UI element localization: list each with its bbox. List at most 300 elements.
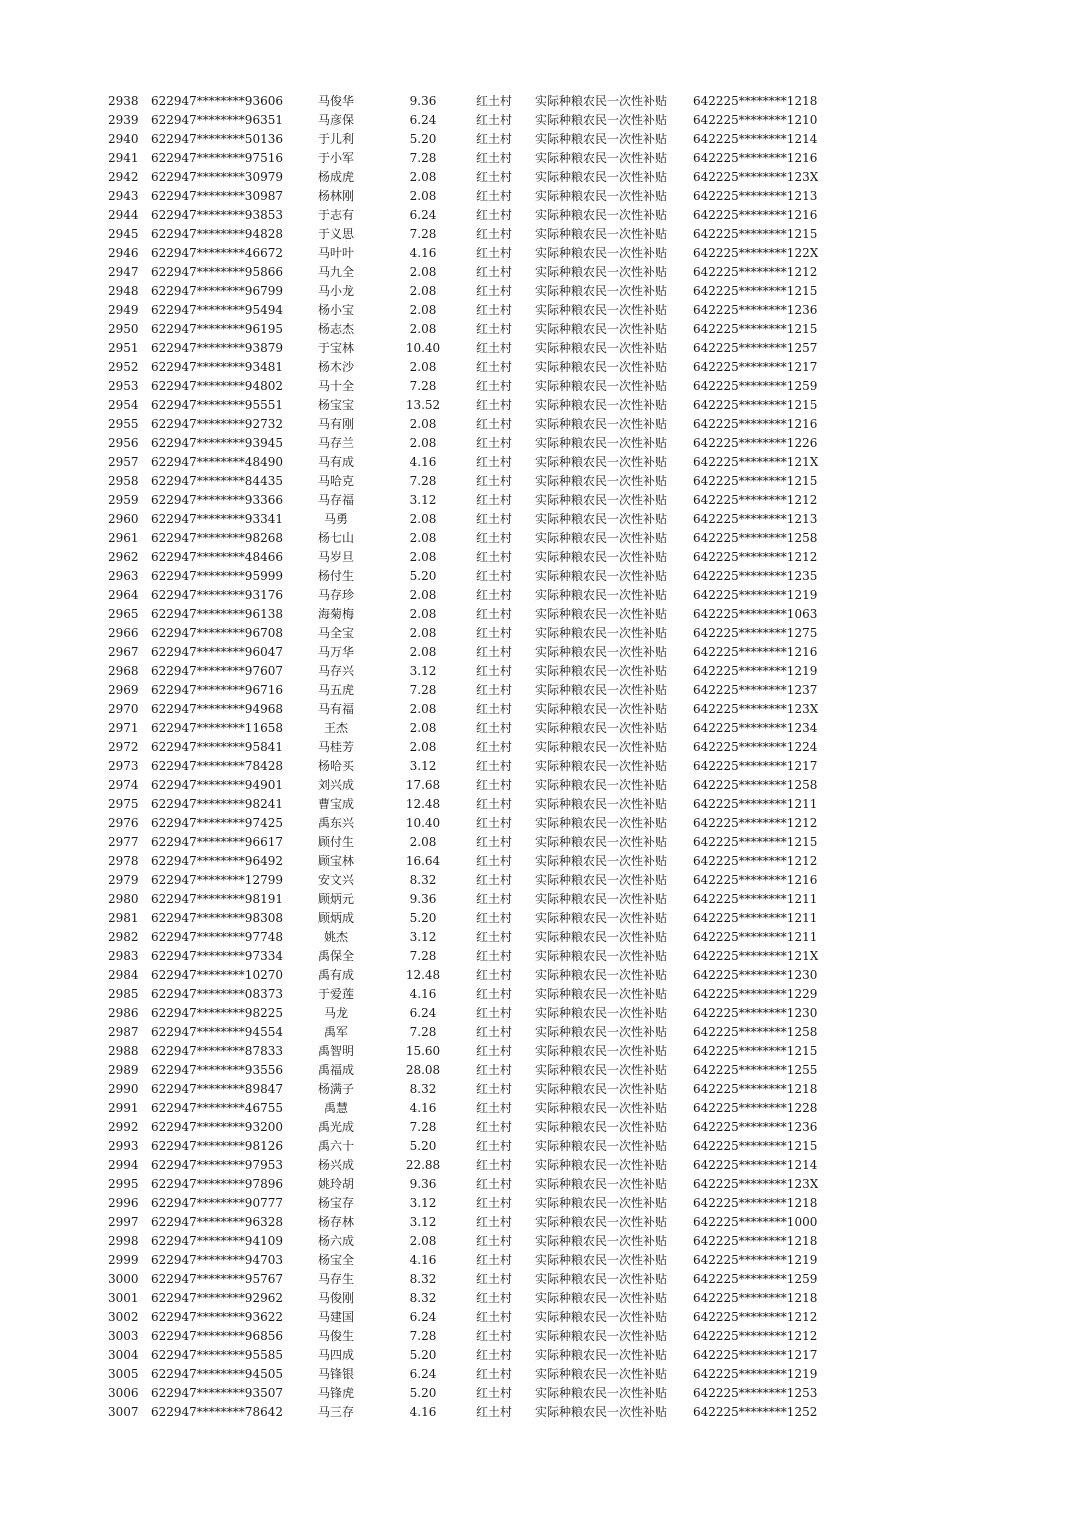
table-row: [0, 1232, 1074, 1251]
id-card-number: 642225********1218: [693, 1291, 818, 1305]
farmer-name: 于志有: [317, 208, 354, 222]
table-row: [0, 1156, 1074, 1175]
table-row: [0, 244, 1074, 263]
row-number: 3001: [108, 1291, 139, 1305]
subsidy-amount: 3.12: [409, 759, 437, 773]
subsidy-type: 实际种粮农民一次性补贴: [535, 854, 668, 868]
subsidy-amount: 7.28: [409, 1025, 437, 1039]
table-row: [0, 510, 1074, 529]
village-name: 红土村: [476, 987, 513, 1001]
subsidy-type: 实际种粮农民一次性补贴: [535, 683, 668, 697]
bank-card-number: 622947********94802: [151, 379, 283, 393]
id-card-number: 642225********1234: [693, 721, 818, 735]
row-number: 2988: [108, 1044, 139, 1058]
subsidy-type: 实际种粮农民一次性补贴: [535, 1291, 668, 1305]
village-name: 红土村: [476, 1139, 513, 1153]
bank-card-number: 622947********84435: [151, 474, 283, 488]
subsidy-type: 实际种粮农民一次性补贴: [535, 1158, 668, 1172]
bank-card-number: 622947********95585: [151, 1348, 283, 1362]
id-card-number: 642225********1228: [693, 1101, 818, 1115]
row-number: 2946: [108, 246, 139, 260]
village-name: 红土村: [476, 740, 513, 754]
bank-card-number: 622947********96195: [151, 322, 283, 336]
subsidy-amount: 7.28: [409, 1329, 437, 1343]
bank-card-number: 622947********93481: [151, 360, 283, 374]
table-row: [0, 795, 1074, 814]
village-name: 红土村: [476, 683, 513, 697]
id-card-number: 642225********1211: [693, 892, 818, 906]
subsidy-type: 实际种粮农民一次性补贴: [535, 626, 668, 640]
village-name: 红土村: [476, 816, 513, 830]
village-name: 红土村: [476, 1310, 513, 1324]
subsidy-type: 实际种粮农民一次性补贴: [535, 949, 668, 963]
bank-card-number: 622947********30987: [151, 189, 283, 203]
subsidy-amount: 7.28: [409, 1120, 437, 1134]
subsidy-amount: 2.08: [409, 835, 437, 849]
row-number: 2956: [108, 436, 139, 450]
subsidy-type: 实际种粮农民一次性补贴: [535, 1063, 668, 1077]
subsidy-type: 实际种粮农民一次性补贴: [535, 759, 668, 773]
bank-card-number: 622947********97953: [151, 1158, 283, 1172]
table-row: [0, 168, 1074, 187]
row-number: 3004: [108, 1348, 139, 1362]
subsidy-type: 实际种粮农民一次性补贴: [535, 227, 668, 241]
village-name: 红土村: [476, 151, 513, 165]
farmer-name: 姚杰: [323, 930, 348, 944]
village-name: 红土村: [476, 873, 513, 887]
farmer-name: 于宝林: [317, 341, 354, 355]
bank-card-number: 622947********92732: [151, 417, 283, 431]
subsidy-type: 实际种粮农民一次性补贴: [535, 1386, 668, 1400]
id-card-number: 642225********1258: [693, 778, 818, 792]
id-card-number: 642225********1235: [693, 569, 818, 583]
village-name: 红土村: [476, 436, 513, 450]
subsidy-amount: 8.32: [409, 1082, 437, 1096]
table-row: [0, 548, 1074, 567]
id-card-number: 642225********1237: [693, 683, 818, 697]
row-number: 3003: [108, 1329, 139, 1343]
row-number: 2947: [108, 265, 139, 279]
row-number: 2991: [108, 1101, 139, 1115]
farmer-name: 马彦保: [317, 113, 354, 127]
id-card-number: 642225********1218: [693, 1196, 818, 1210]
village-name: 红土村: [476, 94, 513, 108]
row-number: 2970: [108, 702, 139, 716]
farmer-name: 马五虎: [317, 683, 354, 697]
table-row: [0, 149, 1074, 168]
subsidy-amount: 2.08: [409, 702, 437, 716]
bank-card-number: 622947********95551: [151, 398, 283, 412]
bank-card-number: 622947********97748: [151, 930, 283, 944]
farmer-name: 马有成: [317, 455, 354, 469]
id-card-number: 642225********1253: [693, 1386, 818, 1400]
row-number: 2975: [108, 797, 139, 811]
subsidy-amount: 2.08: [409, 550, 437, 564]
farmer-name: 杨兴成: [317, 1158, 354, 1172]
bank-card-number: 622947********50136: [151, 132, 283, 146]
table-row: [0, 871, 1074, 890]
table-row: [0, 1099, 1074, 1118]
farmer-name: 马岁旦: [317, 550, 354, 564]
farmer-name: 杨宝全: [317, 1253, 354, 1267]
subsidy-type: 实际种粮农民一次性补贴: [535, 208, 668, 222]
farmer-name: 禹福成: [317, 1063, 354, 1077]
subsidy-amount: 4.16: [409, 455, 437, 469]
subsidy-amount: 2.08: [409, 303, 437, 317]
row-number: 2993: [108, 1139, 139, 1153]
row-number: 3005: [108, 1367, 139, 1381]
subsidy-type: 实际种粮农民一次性补贴: [535, 455, 668, 469]
id-card-number: 642225********1218: [693, 1082, 818, 1096]
row-number: 2972: [108, 740, 139, 754]
bank-card-number: 622947********93853: [151, 208, 283, 222]
row-number: 2998: [108, 1234, 139, 1248]
id-card-number: 642225********1212: [693, 493, 818, 507]
subsidy-amount: 15.60: [405, 1044, 441, 1058]
village-name: 红土村: [476, 664, 513, 678]
id-card-number: 642225********1217: [693, 360, 818, 374]
subsidy-type: 实际种粮农民一次性补贴: [535, 550, 668, 564]
village-name: 红土村: [476, 892, 513, 906]
table-row: [0, 700, 1074, 719]
subsidy-type: 实际种粮农民一次性补贴: [535, 1139, 668, 1153]
subsidy-amount: 5.20: [409, 569, 437, 583]
farmer-name: 禹保全: [317, 949, 354, 963]
farmer-name: 马龙: [323, 1006, 348, 1020]
table-row: [0, 1346, 1074, 1365]
id-card-number: 642225********1000: [693, 1215, 818, 1229]
bank-card-number: 622947********11658: [151, 721, 283, 735]
bank-card-number: 622947********96617: [151, 835, 283, 849]
id-card-number: 642225********121X: [693, 949, 819, 963]
id-card-number: 642225********1255: [693, 1063, 818, 1077]
subsidy-amount: 4.16: [409, 1253, 437, 1267]
row-number: 2938: [108, 94, 139, 108]
subsidy-amount: 28.08: [405, 1063, 441, 1077]
subsidy-amount: 6.24: [409, 208, 437, 222]
village-name: 红土村: [476, 398, 513, 412]
village-name: 红土村: [476, 949, 513, 963]
row-number: 2995: [108, 1177, 139, 1191]
bank-card-number: 622947********96351: [151, 113, 283, 127]
table-row: [0, 1023, 1074, 1042]
subsidy-type: 实际种粮农民一次性补贴: [535, 1044, 668, 1058]
table-row: [0, 339, 1074, 358]
subsidy-table: [0, 92, 1074, 1422]
farmer-name: 杨宝宝: [317, 398, 354, 412]
bank-card-number: 622947********95999: [151, 569, 283, 583]
table-row: [0, 776, 1074, 795]
bank-card-number: 622947********96708: [151, 626, 283, 640]
farmer-name: 马存珍: [317, 588, 354, 602]
id-card-number: 642225********1230: [693, 1006, 818, 1020]
farmer-name: 马存兰: [317, 436, 354, 450]
row-number: 2944: [108, 208, 139, 222]
bank-card-number: 622947********94901: [151, 778, 283, 792]
subsidy-amount: 5.20: [409, 1348, 437, 1362]
bank-card-number: 622947********93556: [151, 1063, 283, 1077]
subsidy-type: 实际种粮农民一次性补贴: [535, 1253, 668, 1267]
id-card-number: 642225********1211: [693, 911, 818, 925]
subsidy-type: 实际种粮农民一次性补贴: [535, 1329, 668, 1343]
farmer-name: 杨成虎: [317, 170, 354, 184]
table-row: [0, 187, 1074, 206]
village-name: 红土村: [476, 303, 513, 317]
row-number: 2968: [108, 664, 139, 678]
row-number: 2990: [108, 1082, 139, 1096]
subsidy-type: 实际种粮农民一次性补贴: [535, 1405, 668, 1419]
table-row: [0, 1384, 1074, 1403]
bank-card-number: 622947********95866: [151, 265, 283, 279]
subsidy-type: 实际种粮农民一次性补贴: [535, 1025, 668, 1039]
subsidy-type: 实际种粮农民一次性补贴: [535, 151, 668, 165]
row-number: 2987: [108, 1025, 139, 1039]
id-card-number: 642225********1219: [693, 1367, 818, 1381]
subsidy-type: 实际种粮农民一次性补贴: [535, 1348, 668, 1362]
farmer-name: 马锋虎: [317, 1386, 354, 1400]
id-card-number: 642225********1216: [693, 417, 818, 431]
village-name: 红土村: [476, 132, 513, 146]
id-card-number: 642225********1224: [693, 740, 818, 754]
village-name: 红土村: [476, 588, 513, 602]
id-card-number: 642225********1213: [693, 189, 818, 203]
bank-card-number: 622947********93879: [151, 341, 283, 355]
id-card-number: 642225********1210: [693, 113, 818, 127]
bank-card-number: 622947********94703: [151, 1253, 283, 1267]
subsidy-type: 实际种粮农民一次性补贴: [535, 911, 668, 925]
farmer-name: 马万华: [317, 645, 354, 659]
bank-card-number: 622947********95494: [151, 303, 283, 317]
row-number: 2994: [108, 1158, 139, 1172]
bank-card-number: 622947********98191: [151, 892, 283, 906]
row-number: 2985: [108, 987, 139, 1001]
village-name: 红土村: [476, 1386, 513, 1400]
row-number: 3000: [108, 1272, 139, 1286]
subsidy-amount: 3.12: [409, 930, 437, 944]
subsidy-type: 实际种粮农民一次性补贴: [535, 398, 668, 412]
subsidy-amount: 5.20: [409, 1386, 437, 1400]
id-card-number: 642225********1216: [693, 208, 818, 222]
farmer-name: 顾炳元: [317, 892, 354, 906]
farmer-name: 马全宝: [317, 626, 354, 640]
village-name: 红土村: [476, 721, 513, 735]
id-card-number: 642225********121X: [693, 455, 819, 469]
farmer-name: 马存兴: [317, 664, 354, 678]
subsidy-type: 实际种粮农民一次性补贴: [535, 1272, 668, 1286]
farmer-name: 曹宝成: [317, 797, 354, 811]
id-card-number: 642225********1211: [693, 797, 818, 811]
farmer-name: 禹军: [323, 1025, 348, 1039]
village-name: 红土村: [476, 1291, 513, 1305]
farmer-name: 马存生: [317, 1272, 354, 1286]
village-name: 红土村: [476, 493, 513, 507]
bank-card-number: 622947********96799: [151, 284, 283, 298]
id-card-number: 642225********1215: [693, 227, 818, 241]
subsidy-type: 实际种粮农民一次性补贴: [535, 436, 668, 450]
row-number: 2977: [108, 835, 139, 849]
subsidy-type: 实际种粮农民一次性补贴: [535, 322, 668, 336]
subsidy-type: 实际种粮农民一次性补贴: [535, 569, 668, 583]
row-number: 2978: [108, 854, 139, 868]
subsidy-amount: 6.24: [409, 1006, 437, 1020]
farmer-name: 禹东兴: [317, 816, 354, 830]
village-name: 红土村: [476, 911, 513, 925]
subsidy-amount: 16.64: [405, 854, 441, 868]
subsidy-amount: 2.08: [409, 512, 437, 526]
bank-card-number: 622947********98268: [151, 531, 283, 545]
subsidy-amount: 3.12: [409, 493, 437, 507]
subsidy-type: 实际种粮农民一次性补贴: [535, 246, 668, 260]
village-name: 红土村: [476, 607, 513, 621]
subsidy-amount: 8.32: [409, 873, 437, 887]
table-row: [0, 206, 1074, 225]
village-name: 红土村: [476, 645, 513, 659]
table-row: [0, 1080, 1074, 1099]
id-card-number: 642225********1258: [693, 531, 818, 545]
table-row: [0, 453, 1074, 472]
village-name: 红土村: [476, 550, 513, 564]
village-name: 红土村: [476, 797, 513, 811]
row-number: 2945: [108, 227, 139, 241]
subsidy-amount: 2.08: [409, 436, 437, 450]
subsidy-amount: 17.68: [405, 778, 441, 792]
subsidy-type: 实际种粮农民一次性补贴: [535, 303, 668, 317]
id-card-number: 642225********123X: [693, 170, 819, 184]
table-row: [0, 1327, 1074, 1346]
subsidy-type: 实际种粮农民一次性补贴: [535, 132, 668, 146]
table-row: [0, 263, 1074, 282]
row-number: 2941: [108, 151, 139, 165]
bank-card-number: 622947********98308: [151, 911, 283, 925]
farmer-name: 杨木沙: [317, 360, 354, 374]
farmer-name: 于小军: [317, 151, 354, 165]
table-row: [0, 1194, 1074, 1213]
village-name: 红土村: [476, 1253, 513, 1267]
subsidy-type: 实际种粮农民一次性补贴: [535, 1215, 668, 1229]
farmer-name: 马小龙: [317, 284, 354, 298]
village-name: 红土村: [476, 1196, 513, 1210]
subsidy-type: 实际种粮农民一次性补贴: [535, 1120, 668, 1134]
subsidy-type: 实际种粮农民一次性补贴: [535, 1310, 668, 1324]
bank-card-number: 622947********93507: [151, 1386, 283, 1400]
table-row: [0, 966, 1074, 985]
bank-card-number: 622947********97334: [151, 949, 283, 963]
subsidy-type: 实际种粮农民一次性补贴: [535, 341, 668, 355]
table-row: [0, 567, 1074, 586]
table-row: [0, 1365, 1074, 1384]
table-row: [0, 928, 1074, 947]
subsidy-type: 实际种粮农民一次性补贴: [535, 170, 668, 184]
id-card-number: 642225********1212: [693, 1310, 818, 1324]
subsidy-amount: 7.28: [409, 379, 437, 393]
bank-card-number: 622947********95767: [151, 1272, 283, 1286]
row-number: 2984: [108, 968, 139, 982]
farmer-name: 马建国: [317, 1310, 354, 1324]
farmer-name: 杨哈买: [317, 759, 354, 773]
farmer-name: 姚玲胡: [317, 1177, 354, 1191]
bank-card-number: 622947********94828: [151, 227, 283, 241]
village-name: 红土村: [476, 531, 513, 545]
subsidy-type: 实际种粮农民一次性补贴: [535, 740, 668, 754]
subsidy-amount: 5.20: [409, 132, 437, 146]
bank-card-number: 622947********87833: [151, 1044, 283, 1058]
subsidy-amount: 7.28: [409, 151, 437, 165]
subsidy-amount: 12.48: [405, 968, 441, 982]
bank-card-number: 622947********78642: [151, 1405, 283, 1419]
subsidy-amount: 22.88: [405, 1158, 441, 1172]
row-number: 2960: [108, 512, 139, 526]
bank-card-number: 622947********98126: [151, 1139, 283, 1153]
bank-card-number: 622947********12799: [151, 873, 283, 887]
id-card-number: 642225********1259: [693, 1272, 818, 1286]
village-name: 红土村: [476, 474, 513, 488]
subsidy-amount: 12.48: [405, 797, 441, 811]
row-number: 2954: [108, 398, 139, 412]
id-card-number: 642225********1214: [693, 132, 818, 146]
table-row: [0, 1137, 1074, 1156]
id-card-number: 642225********1215: [693, 1139, 818, 1153]
village-name: 红土村: [476, 455, 513, 469]
subsidy-amount: 3.12: [409, 1196, 437, 1210]
id-card-number: 642225********1214: [693, 1158, 818, 1172]
subsidy-amount: 2.08: [409, 645, 437, 659]
row-number: 2950: [108, 322, 139, 336]
village-name: 红土村: [476, 284, 513, 298]
bank-card-number: 622947********97607: [151, 664, 283, 678]
village-name: 红土村: [476, 322, 513, 336]
table-row: [0, 757, 1074, 776]
table-row: [0, 1270, 1074, 1289]
id-card-number: 642225********123X: [693, 1177, 819, 1191]
village-name: 红土村: [476, 1234, 513, 1248]
id-card-number: 642225********1215: [693, 322, 818, 336]
id-card-number: 642225********1218: [693, 1234, 818, 1248]
subsidy-amount: 3.12: [409, 1215, 437, 1229]
row-number: 2942: [108, 170, 139, 184]
subsidy-type: 实际种粮农民一次性补贴: [535, 1006, 668, 1020]
bank-card-number: 622947********93176: [151, 588, 283, 602]
subsidy-amount: 7.28: [409, 474, 437, 488]
subsidy-amount: 4.16: [409, 1101, 437, 1115]
village-name: 红土村: [476, 1329, 513, 1343]
subsidy-amount: 2.08: [409, 1234, 437, 1248]
bank-card-number: 622947********98225: [151, 1006, 283, 1020]
village-name: 红土村: [476, 113, 513, 127]
subsidy-type: 实际种粮农民一次性补贴: [535, 816, 668, 830]
table-row: [0, 529, 1074, 548]
village-name: 红土村: [476, 1082, 513, 1096]
village-name: 红土村: [476, 170, 513, 184]
row-number: 2961: [108, 531, 139, 545]
table-row: [0, 890, 1074, 909]
farmer-name: 顾付生: [317, 835, 354, 849]
row-number: 2979: [108, 873, 139, 887]
row-number: 2980: [108, 892, 139, 906]
farmer-name: 马勇: [323, 512, 348, 526]
subsidy-type: 实际种粮农民一次性补贴: [535, 284, 668, 298]
table-row: [0, 92, 1074, 111]
village-name: 红土村: [476, 227, 513, 241]
farmer-name: 马四成: [317, 1348, 354, 1362]
village-name: 红土村: [476, 208, 513, 222]
table-row: [0, 605, 1074, 624]
row-number: 2965: [108, 607, 139, 621]
table-row: [0, 320, 1074, 339]
farmer-name: 禹有成: [317, 968, 354, 982]
village-name: 红土村: [476, 1215, 513, 1229]
id-card-number: 642225********1215: [693, 1044, 818, 1058]
id-card-number: 642225********1217: [693, 759, 818, 773]
